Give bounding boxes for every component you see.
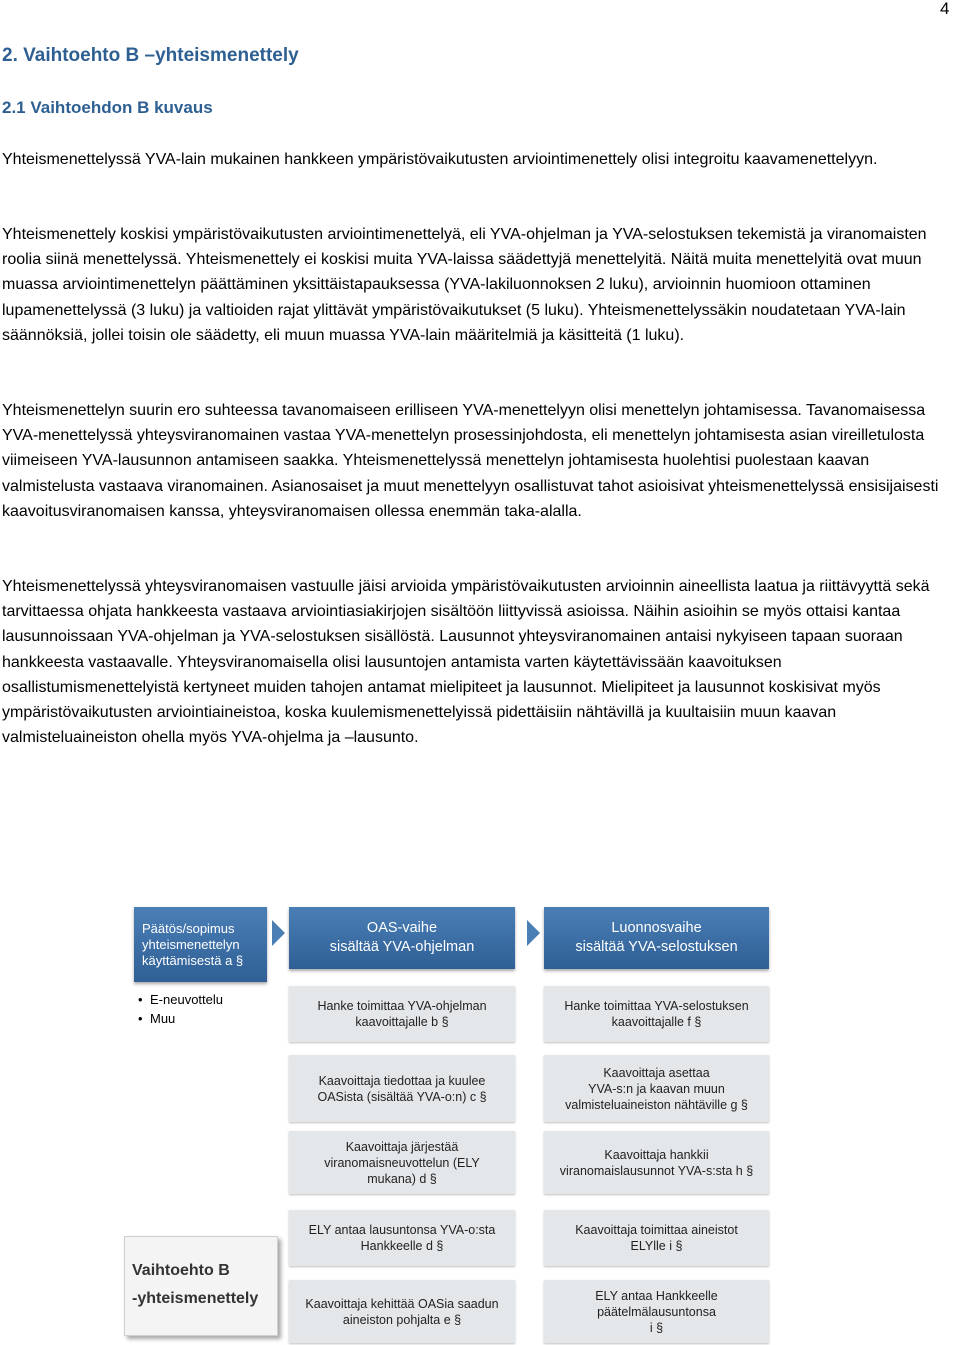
section-heading: 2. Vaihtoehto B –yhteismenettely [2, 45, 299, 66]
paragraph-2: Yhteismenettely koskisi ympäristövaikutusten arviointimenettelyä, eli YVA-ohjelman ja YVA-selostuksen tekemistä ja viranomaisten roolia siinä menettelyssä. Yhteismenettely ei koskisi muita YVA-laissa säädettyjä menettelyitä. Näitä muita menettelyitä ovat muun muassa arviointimenettelyn päättäminen yksittäistapauksessa (YVA-lakiluonnoksen 2 luku), arvioinnin huomioon ottaminen lupamenettelyssä (3 luku) ja valtioiden rajat ylittävät ympäristövaikutukset (5 luku). Yhteismenettelyssäkin noudatetaan YVA-lain säännöksiä, jollei toisin ole säädetty, eli muun muassa YVA-lain määritelmiä ja käsitteitä (1 luku). [2, 226, 927, 344]
decision-bullet-list [134, 990, 267, 1028]
page-number: 4 [940, 0, 950, 18]
draft-step-h: Kaavoittaja hankkii viranomaislausunnot YVA-s:sta h § [544, 1131, 769, 1194]
paragraph-3: Yhteismenettelyn suurin ero suhteessa tavanomaiseen erilliseen YVA-menettelyyn olisi menettelyn johtamisessa. Tavanomaisessa YVA-menettelyssä yhteysviranomainen vastaa YVA-menettelyn prosessinjohdosta, eli menettelyn johtamisesta asian vireilletulosta viimeiseen YVA-lausunnon antamiseen saakka. Yhteismenettelyssä menettelyn johtamisesta huolehtisi puolestaan kaavan valmistelusta vastaava viranomainen. Asianosaiset ja muut menettelyyn osallistuvat tahot asioisivat yhteismenettelyssä ensisijaisesti kaavoitusviranomaisen kanssa, yhteysviranomaisen ollessa enemmän taka-alalla. [2, 402, 939, 520]
draft-step-i1: Kaavoittaja toimittaa aineistot ELYlle i § [544, 1210, 769, 1266]
draft-phase-header: Luonnosvaihe sisältää YVA-selostuksen [544, 907, 769, 969]
right-arrow-icon [272, 920, 285, 946]
oas-step-c: Kaavoittaja tiedottaa ja kuulee OASista (sisältää YVA-o:n) c § [289, 1055, 515, 1122]
draft-step-g: Kaavoittaja asettaa YVA-s:n ja kaavan muun valmisteluaineiston nähtäville g § [544, 1055, 769, 1122]
bullet-item: • Muu [134, 1009, 267, 1028]
decision-header-box: Päätös/sopimus yhteismenettelyn käyttämisestä a § [134, 907, 267, 982]
draft-step-f: Hanke toimittaa YVA-selostuksen kaavoittajalle f § [544, 986, 769, 1042]
paragraph-4: Yhteismenettelyssä yhteysviranomaisen vastuulle jäisi arvioida ympäristövaikutusten arvioinnin aineellista laatua ja riittävyyttä sekä tarvittaessa ohjata hankkeesta vastaava arviointiasiakirjojen sisältöön liittyvissä asioissa. Näihin asioihin se myös ottaisi kantaa lausunnoissaan YVA-ohjelman ja YVA-selostuksen sisällöstä. Lausunnot yhteysviranomainen antaisi nykyiseen tapaan suoraan hankkeesta vastaavalle. Yhteysviranomaisella olisi lausuntojen antamista varten käytettävissään kaavoituksen osallistumismenettelyistä kertyneet muiden tahojen antamat mielipiteet ja lausunnot. Mielipiteet ja lausunnot koskisivat myös ympäristövaikutusten arviointiaineistoa, koska kuulemismenettelyissä pidettäisiin nähtävillä ja kuultaisiin muun kaavan valmisteluaineiston ohella myös YVA-ohjelma ja –lausunto. [2, 578, 930, 747]
subsection-heading: 2.1 Vaihtoehdon B kuvaus [2, 98, 213, 117]
right-arrow-icon [527, 920, 540, 946]
oas-phase-header: OAS-vaihe sisältää YVA-ohjelman [289, 907, 515, 969]
bullet-item: • E-neuvottelu [134, 990, 267, 1009]
draft-step-i2: ELY antaa Hankkeelle päätelmälausuntonsa i § [544, 1280, 769, 1343]
oas-step-b: Hanke toimittaa YVA-ohjelman kaavoittajalle b § [289, 986, 515, 1042]
oas-step-d1: Kaavoittaja järjestää viranomaisneuvottelun (ELY mukana) d § [289, 1131, 515, 1194]
alternative-label-box: Vaihtoehto B -yhteismenettely [124, 1236, 278, 1336]
paragraph-1: Yhteismenettelyssä YVA-lain mukainen hankkeen ympäristövaikutusten arviointimenettely olisi integroitu kaavamenettelyyn. [2, 151, 878, 168]
oas-step-e: Kaavoittaja kehittää OASia saadun aineiston pohjalta e § [289, 1280, 515, 1343]
oas-step-d2: ELY antaa lausuntonsa YVA-o:sta Hankkeelle d § [289, 1210, 515, 1266]
